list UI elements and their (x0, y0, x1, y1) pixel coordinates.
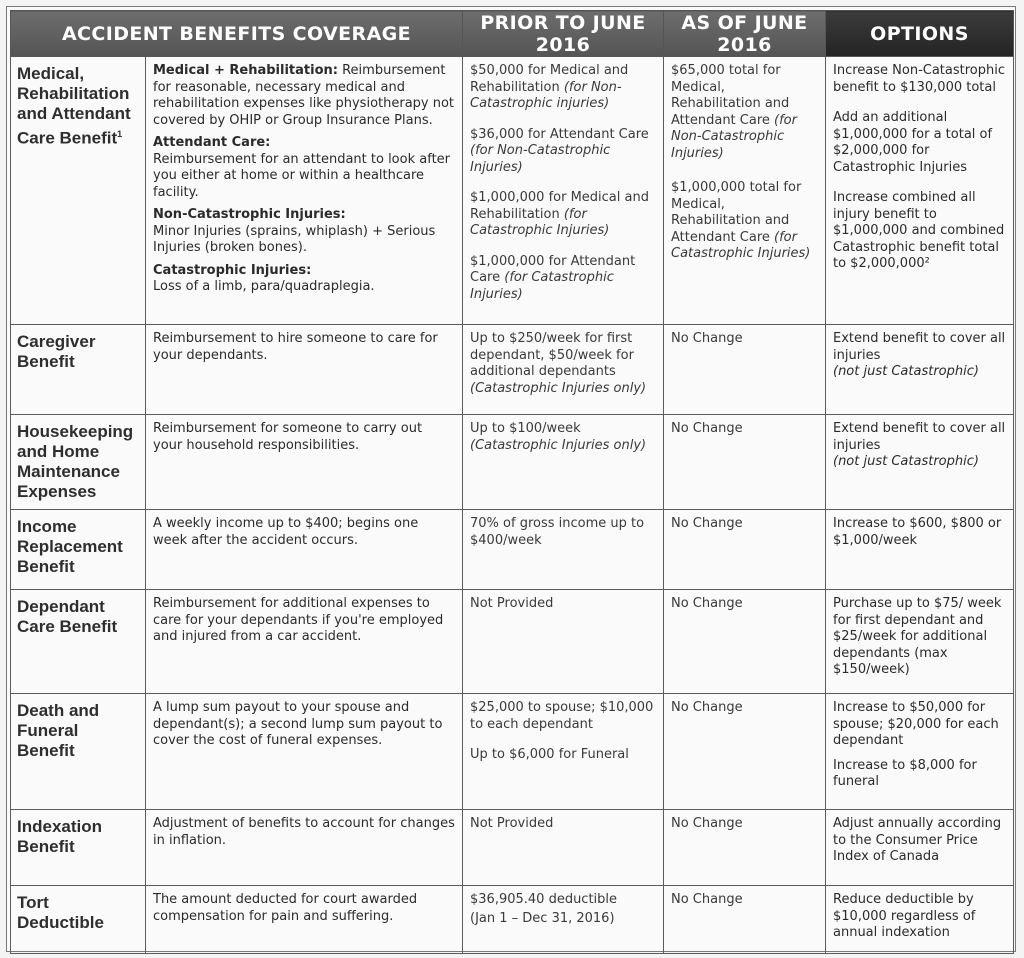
benefit-name: Medical, Rehabilitation and Attendant Care Benefit$^1$ (11, 57, 146, 325)
header-options: OPTIONS (826, 11, 1014, 57)
asof-value: No Change (664, 510, 826, 590)
benefit-description: A weekly income up to $400; begins one week after the accident occurs. (146, 510, 463, 590)
option-value: Extend benefit to cover all injuries (not just Catastrophic) (826, 325, 1014, 415)
benefit-name: Death and Funeral Benefit (11, 694, 146, 810)
asof-value: No Change (664, 325, 826, 415)
option-value: Increase to $50,000 for spouse; $20,000 for each dependant Increase to $8,000 for funeral (826, 694, 1014, 810)
benefit-description: Adjustment of benefits to account for changes in inflation. (146, 810, 463, 886)
benefit-name: Caregiver Benefit (11, 325, 146, 415)
prior-value: $25,000 to spouse; $10,000 to each dependant Up to $6,000 for Funeral (463, 694, 664, 810)
benefit-name: Housekeeping and Home Maintenance Expenses (11, 415, 146, 510)
prior-value: $36,905.40 deductible (Jan 1 – Dec 31, 2016) (463, 886, 664, 954)
table-row (11, 57, 1014, 325)
prior-value: Up to $250/week for first dependant, $50/week for additional dependants (Catastrophic Injuries only) (463, 325, 664, 415)
benefit-description: Reimbursement for someone to carry out your household responsibilities. (146, 415, 463, 510)
header-prior: PRIOR TO JUNE 2016 (463, 11, 664, 57)
table-row (11, 694, 1014, 810)
option-value: Extend benefit to cover all injuries (not just Catastrophic) (826, 415, 1014, 510)
table-row (11, 325, 1014, 415)
footnote-marker: 1 (117, 129, 123, 139)
prior-value: $50,000 for Medical and Rehabilitation (for Non-Catastrophic injuries) $36,000 for Attendant Care (for Non-Catastrophic Injuries) $1,000,000 for Medical and Rehabilitation (for Catastrophic Injuries) $1,000,000 for Attendant Care (for Catastrophic Injuries) (463, 57, 664, 325)
option-value: Adjust annually according to the Consumer Price Index of Canada (826, 810, 1014, 886)
prior-value: Up to $100/week (Catastrophic Injuries only) (463, 415, 664, 510)
prior-value: 70% of gross income up to $400/week (463, 510, 664, 590)
table-row (11, 810, 1014, 886)
asof-value: No Change (664, 810, 826, 886)
asof-value: No Change (664, 886, 826, 954)
table-row (11, 415, 1014, 510)
header-asof: AS OF JUNE 2016 (664, 11, 826, 57)
asof-value: No Change (664, 415, 826, 510)
table-row (11, 510, 1014, 590)
table-row (11, 590, 1014, 694)
benefit-description: Reimbursement to hire someone to care for your dependants. (146, 325, 463, 415)
prior-value: Not Provided (463, 590, 664, 694)
header-row (11, 11, 1014, 57)
benefits-table (10, 10, 1014, 954)
benefit-name: Tort Deductible (11, 886, 146, 954)
benefit-name: Income Replacement Benefit (11, 510, 146, 590)
option-value: Increase Non-Catastrophic benefit to $130,000 total Add an additional $1,000,000 for a total of $2,000,000 for Catastrophic Injuries Increase combined all injury benefit to $1,000,000 and combined Catastrophic benefit total to $2,000,000² (826, 57, 1014, 325)
option-value: Purchase up to $75/ week for first dependant and $25/week for additional dependants (max $150/week) (826, 590, 1014, 694)
table-row (11, 886, 1014, 954)
asof-value: $65,000 total for Medical, Rehabilitation and Attendant Care (for Non-Catastrophic Injuries) $1,000,000 total for Medical, Rehabilitation and Attendant Care (for Catastrophic Injuries) (664, 57, 826, 325)
asof-value: No Change (664, 590, 826, 694)
benefit-description: Reimbursement for additional expenses to care for your dependants if you're employed and injured from a car accident. (146, 590, 463, 694)
asof-value: No Change (664, 694, 826, 810)
option-value: Increase to $600, $800 or $1,000/week (826, 510, 1014, 590)
option-value: Reduce deductible by $10,000 regardless of annual indexation (826, 886, 1014, 954)
benefit-name: Dependant Care Benefit (11, 590, 146, 694)
header-coverage: ACCIDENT BENEFITS COVERAGE (11, 11, 463, 57)
prior-value: Not Provided (463, 810, 664, 886)
benefit-name: Indexation Benefit (11, 810, 146, 886)
benefit-description: A lump sum payout to your spouse and dependant(s); a second lump sum payout to cover the cost of funeral expenses. (146, 694, 463, 810)
benefit-description: Medical + Rehabilitation: Reimbursement for reasonable, necessary medical and rehabilitation expenses like physiotherapy not covered by OHIP or Group Insurance Plans. Attendant Care: Reimbursement for an attendant to look after you either at home or within a healthcare facility. Non-Catastrophic Injuries: Minor Injuries (sprains, whiplash) + Serious Injuries (broken bones). Catastrophic Injuries: Loss of a limb, para/quadraplegia. (146, 57, 463, 325)
benefit-description: The amount deducted for court awarded compensation for pain and suffering. (146, 886, 463, 954)
